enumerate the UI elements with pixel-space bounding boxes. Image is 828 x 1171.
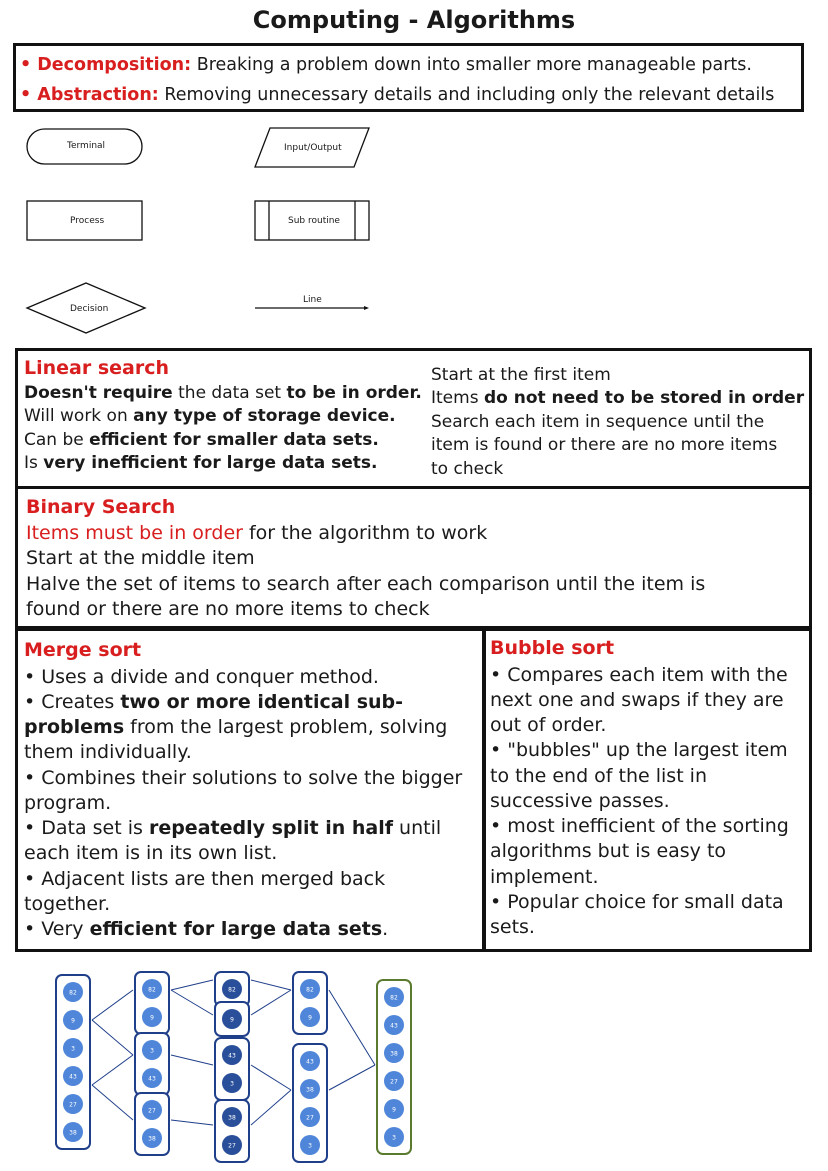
value-label: 82	[228, 986, 236, 994]
connector-line	[171, 990, 213, 1015]
linear-right-3: Search each item in sequence until the	[431, 412, 765, 432]
bubble-line-1: • Compares each item with the	[490, 664, 788, 686]
binary-line-3: Halve the set of items to search after each comparison until the item is	[26, 573, 706, 595]
abstraction-term: • Abstraction:	[20, 85, 159, 105]
value-label: 3	[308, 1142, 312, 1150]
merge-line-1: • Uses a divide and conquer method.	[24, 666, 379, 688]
value-label: 3	[71, 1045, 75, 1053]
bubble-line-4: • "bubbles" up the largest item	[490, 739, 788, 761]
bubble-line-8: algorithms but is easy to	[490, 840, 727, 862]
merge-line-7: • Data set is repeatedly split in half until	[24, 817, 442, 839]
decomposition-line	[20, 50, 797, 80]
definitions-box	[13, 43, 804, 112]
value-label: 82	[390, 994, 398, 1002]
value-label: 9	[392, 1106, 396, 1114]
value-label: 27	[390, 1078, 398, 1086]
value-label: 9	[71, 1017, 75, 1025]
binary-line-2: Start at the middle item	[26, 547, 255, 569]
value-label: 9	[150, 1014, 154, 1022]
linear-right-1: Start at the first item	[431, 365, 611, 385]
linear-right-2: Items do not need to be stored in order	[431, 388, 805, 408]
subroutine-label: Sub routine	[288, 216, 340, 226]
bubble-line-11: sets.	[490, 916, 535, 938]
merge-sort-box	[15, 628, 485, 952]
connector-line	[251, 990, 291, 1015]
bubble-sort-heading: Bubble sort	[490, 637, 615, 659]
linear-line-3: Can be efficient for smaller data sets.	[24, 430, 379, 450]
bubble-line-2: next one and swaps if they are	[490, 689, 784, 711]
value-label: 82	[306, 986, 314, 994]
bubble-line-7: • most inefficient of the sorting	[490, 815, 789, 837]
binary-search-heading: Binary Search	[26, 496, 176, 518]
linear-right-4: item is found or there are no more items	[431, 435, 778, 455]
merge-line-4: them individually.	[24, 741, 192, 763]
linear-search-heading: Linear search	[24, 357, 170, 379]
connector-line	[329, 1065, 375, 1090]
binary-line-1: Items must be in order for the algorithm to work	[26, 522, 488, 544]
linear-right-5: to check	[431, 459, 504, 479]
connector-line	[171, 1120, 213, 1125]
bubble-sort-box	[483, 628, 812, 952]
linear-line-4: Is very inefficient for large data sets.	[24, 453, 378, 473]
value-label: 38	[306, 1086, 314, 1094]
input-output-label: Input/Output	[284, 143, 342, 153]
value-label: 43	[390, 1022, 398, 1030]
merge-line-3: problems from the largest problem, solving	[24, 716, 448, 738]
value-label: 43	[228, 1052, 236, 1060]
bubble-line-5: to the end of the list in	[490, 765, 708, 787]
binary-line-4: found or there are no more items to check	[26, 598, 430, 620]
value-label: 9	[308, 1014, 312, 1022]
merge-line-6: program.	[24, 792, 112, 814]
value-label: 82	[69, 989, 77, 997]
merge-line-10: together.	[24, 893, 111, 915]
bubble-line-10: • Popular choice for small data	[490, 891, 784, 913]
value-label: 27	[306, 1114, 314, 1122]
terminal-label: Terminal	[67, 141, 106, 151]
connector-line	[251, 1065, 291, 1090]
bubble-line-6: successive passes.	[490, 790, 670, 812]
binary-search-box	[15, 488, 812, 629]
merge-sort-diagram	[0, 960, 440, 1168]
value-label: 27	[228, 1142, 236, 1150]
connector-line	[92, 990, 133, 1020]
linear-line-1: Doesn't require the data set to be in order.	[24, 383, 422, 403]
connector-line	[251, 1090, 291, 1125]
merge-line-11: • Very efficient for large data sets.	[24, 918, 389, 940]
merge-sort-heading: Merge sort	[24, 639, 142, 661]
merge-line-5: • Combines their solutions to solve the bigger	[24, 767, 463, 789]
value-label: 38	[390, 1050, 398, 1058]
value-label: 43	[306, 1058, 314, 1066]
value-label: 27	[69, 1101, 77, 1109]
value-label: 43	[69, 1073, 77, 1081]
decision-label: Decision	[70, 304, 109, 314]
connector-line	[171, 980, 213, 990]
value-label: 38	[148, 1135, 156, 1143]
connector-line	[171, 1055, 213, 1065]
value-label: 9	[230, 1016, 234, 1024]
merge-line-9: • Adjacent lists are then merged back	[24, 868, 386, 890]
connector-line	[92, 1020, 133, 1055]
value-label: 38	[69, 1129, 77, 1137]
bubble-line-3: out of order.	[490, 714, 607, 736]
decomposition-term: • Decomposition:	[20, 55, 192, 75]
page-title: Computing - Algorithms	[252, 6, 576, 34]
merge-line-2: • Creates two or more identical sub-	[24, 691, 404, 713]
value-label: 38	[228, 1114, 236, 1122]
abstraction-line	[20, 80, 797, 110]
value-label: 27	[148, 1107, 156, 1115]
value-label: 43	[148, 1075, 156, 1083]
connector-line	[92, 1055, 133, 1085]
bubble-line-9: implement.	[490, 866, 599, 888]
connector-line	[329, 990, 375, 1065]
connector-line	[92, 1085, 133, 1120]
value-label: 3	[392, 1134, 396, 1142]
value-label: 3	[150, 1047, 154, 1055]
line-label: Line	[303, 295, 322, 305]
value-label: 3	[230, 1080, 234, 1088]
abstraction-text: Removing unnecessary details and including only the relevant details	[158, 85, 775, 105]
connector-line	[251, 980, 291, 990]
linear-line-2: Will work on any type of storage device.	[24, 406, 396, 426]
linear-search-box	[15, 348, 812, 489]
value-label: 82	[148, 986, 156, 994]
decomposition-text: Breaking a problem down into smaller more manageable parts.	[191, 55, 752, 75]
process-label: Process	[70, 216, 105, 226]
merge-line-8: each item is in its own list.	[24, 842, 278, 864]
flowchart-symbols	[0, 118, 420, 338]
